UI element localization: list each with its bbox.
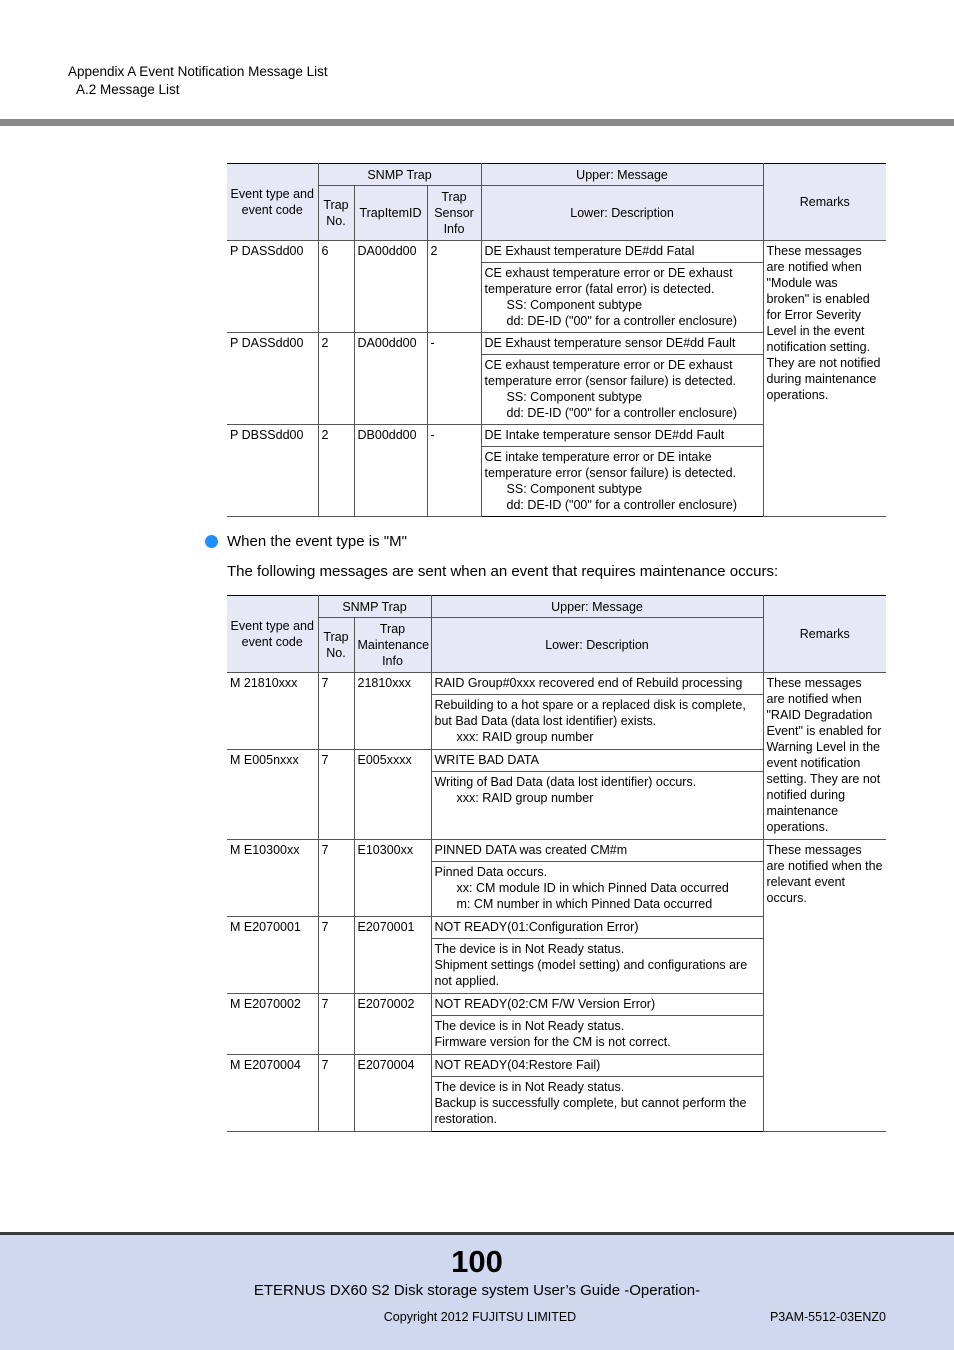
message: DE Exhaust temperature DE#dd Fatal — [481, 241, 763, 263]
description — [481, 447, 763, 517]
event-code: M E2070001 — [227, 917, 318, 994]
trap-maintenance-info: E2070002 — [354, 994, 431, 1055]
description-line: CE exhaust temperature error or DE exhaust temperature error (sensor failure) is detected. — [484, 358, 737, 388]
message: DE Intake temperature sensor DE#dd Fault — [481, 425, 763, 447]
copyright: Copyright 2012 FUJITSU LIMITED — [383, 1310, 577, 1324]
description-line: m: CM number in which Pinned Data occurred — [456, 897, 713, 911]
description-line: The device is in Not Ready status. — [434, 1080, 625, 1094]
description-line: xx: CM module ID in which Pinned Data occurred — [456, 881, 729, 895]
trap-maintenance-info: 21810xxx — [354, 673, 431, 750]
description-line: Rebuilding to a hot spare or a replaced disk is complete, but Bad Data (data lost identifier) exists. — [434, 698, 746, 728]
trap-no: 6 — [318, 241, 354, 333]
header-chapter: Appendix A Event Notification Message List — [68, 64, 328, 79]
trap-sensor-info: - — [427, 425, 481, 517]
message: WRITE BAD DATA — [431, 750, 763, 772]
description-line: SS: Component subtype — [506, 298, 643, 312]
col-snmp-trap: SNMP Trap — [318, 596, 431, 618]
message: NOT READY(01:Configuration Error) — [431, 917, 763, 939]
event-code: M E2070002 — [227, 994, 318, 1055]
event-code: M 21810xxx — [227, 673, 318, 750]
col-trap-sensor-info: Trap Sensor Info — [427, 186, 481, 241]
col-lower-description: Lower: Description — [431, 618, 763, 673]
col-remarks: Remarks — [763, 164, 886, 241]
document-title: ETERNUS DX60 S2 Disk storage system User’s Guide -Operation- — [253, 1282, 701, 1299]
remarks: These messages are notified when the relevant event occurs. — [763, 840, 886, 1132]
bullet-dot-icon — [205, 535, 218, 548]
footer-divider — [0, 1232, 954, 1235]
remarks: These messages are notified when "RAID Degradation Event" is enabled for Warning Level in the event notification setting. They are not notified during maintenance operations. — [763, 673, 886, 840]
m-event-table — [227, 595, 886, 1132]
document-id: P3AM-5512-03ENZ0 — [769, 1310, 886, 1324]
description-line: xxx: RAID group number — [456, 791, 594, 805]
col-event-type: Event type and event code — [227, 164, 318, 241]
message: NOT READY(04:Restore Fail) — [431, 1055, 763, 1077]
event-code: M E2070004 — [227, 1055, 318, 1132]
col-upper-message: Upper: Message — [481, 164, 763, 186]
description-line: Pinned Data occurs. — [434, 865, 548, 879]
message: PINNED DATA was created CM#m — [431, 840, 763, 862]
p-event-table — [227, 163, 886, 517]
description — [481, 355, 763, 425]
description-line: Backup is successfully complete, but cannot perform the restoration. — [434, 1096, 747, 1126]
description-line: dd: DE-ID ("00" for a controller enclosure) — [506, 406, 738, 420]
event-code: P DBSSdd00 — [227, 425, 318, 517]
section-heading: When the event type is "M" — [227, 533, 407, 550]
col-trap-item-id: TrapItemID — [354, 186, 427, 241]
message: RAID Group#0xxx recovered end of Rebuild processing — [431, 673, 763, 695]
description-line: dd: DE-ID ("00" for a controller enclosure) — [506, 498, 738, 512]
description-line: CE exhaust temperature error or DE exhaust temperature error (fatal error) is detected. — [484, 266, 733, 296]
col-trap-no: Trap No. — [318, 618, 354, 673]
description — [481, 263, 763, 333]
message: NOT READY(02:CM F/W Version Error) — [431, 994, 763, 1016]
description — [431, 1016, 763, 1055]
description — [431, 695, 763, 750]
event-code: M E005nxxx — [227, 750, 318, 840]
event-code: M E10300xx — [227, 840, 318, 917]
trap-maintenance-info: E005xxxx — [354, 750, 431, 840]
trap-sensor-info: 2 — [427, 241, 481, 333]
remarks: These messages are notified when "Module was broken" is enabled for Error Severity Level in the event notification setting. They are not notified during maintenance operations. — [763, 241, 886, 517]
trap-no: 7 — [318, 840, 354, 917]
header-divider — [0, 119, 954, 126]
trap-item-id: DB00dd00 — [354, 425, 427, 517]
message: DE Exhaust temperature sensor DE#dd Fault — [481, 333, 763, 355]
header-section: A.2 Message List — [76, 82, 180, 97]
trap-no: 2 — [318, 425, 354, 517]
trap-item-id: DA00dd00 — [354, 241, 427, 333]
description-line: SS: Component subtype — [506, 390, 643, 404]
table-row — [227, 840, 886, 862]
event-code: P DASSdd00 — [227, 333, 318, 425]
col-upper-message: Upper: Message — [431, 596, 763, 618]
trap-maintenance-info: E2070004 — [354, 1055, 431, 1132]
description-line: Firmware version for the CM is not correct. — [434, 1035, 671, 1049]
description — [431, 772, 763, 840]
trap-no: 7 — [318, 673, 354, 750]
description-line: Writing of Bad Data (data lost identifier) occurs. — [434, 775, 697, 789]
trap-no: 7 — [318, 1055, 354, 1132]
page-footer — [0, 1232, 954, 1350]
col-event-type: Event type and event code — [227, 596, 318, 673]
description-line: dd: DE-ID ("00" for a controller enclosure) — [506, 314, 738, 328]
col-trap-no: Trap No. — [318, 186, 354, 241]
description-line: SS: Component subtype — [506, 482, 643, 496]
page-number: 100 — [451, 1244, 503, 1279]
description — [431, 1077, 763, 1132]
trap-maintenance-info: E2070001 — [354, 917, 431, 994]
table-row — [227, 673, 886, 695]
description-line: Shipment settings (model setting) and configurations are not applied. — [434, 958, 748, 988]
description — [431, 862, 763, 917]
description — [431, 939, 763, 994]
col-remarks: Remarks — [763, 596, 886, 673]
section-paragraph: The following messages are sent when an event that requires maintenance occurs: — [227, 563, 779, 580]
table-row — [227, 241, 886, 263]
col-snmp-trap: SNMP Trap — [318, 164, 481, 186]
trap-sensor-info: - — [427, 333, 481, 425]
description-line: The device is in Not Ready status. — [434, 1019, 625, 1033]
trap-maintenance-info: E10300xx — [354, 840, 431, 917]
col-lower-description: Lower: Description — [481, 186, 763, 241]
trap-no: 7 — [318, 917, 354, 994]
trap-no: 7 — [318, 750, 354, 840]
trap-no: 2 — [318, 333, 354, 425]
trap-item-id: DA00dd00 — [354, 333, 427, 425]
description-line: CE intake temperature error or DE intake temperature error (sensor failure) is detected. — [484, 450, 737, 480]
event-code: P DASSdd00 — [227, 241, 318, 333]
description-line: The device is in Not Ready status. — [434, 942, 625, 956]
trap-no: 7 — [318, 994, 354, 1055]
description-line: xxx: RAID group number — [456, 730, 594, 744]
col-trap-maintenance-info: Trap Maintenance Info — [354, 618, 431, 673]
